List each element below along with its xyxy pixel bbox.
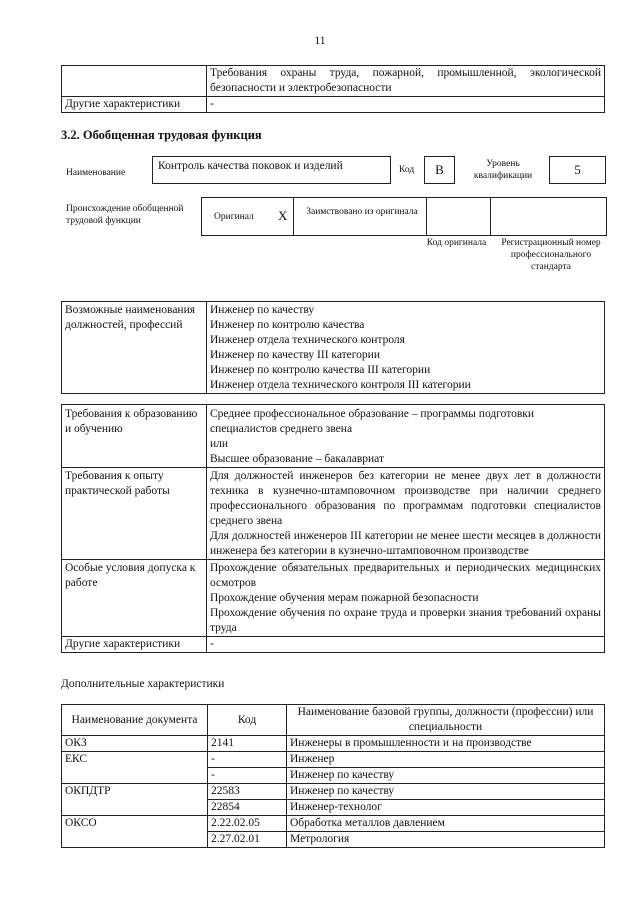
cell-name: Инженер-технолог	[287, 800, 605, 816]
list-item: Инженер по качеству III категории	[210, 349, 380, 361]
cell-name: Инженер по качеству	[287, 768, 605, 784]
table-row	[62, 97, 605, 113]
function-name-field: Контроль качества поковок и изделий	[152, 156, 391, 184]
education-value	[207, 405, 605, 468]
additional-table	[61, 704, 605, 848]
cell-name: Инженер по качеству	[287, 784, 605, 800]
table-row	[62, 752, 605, 768]
top-table-label	[62, 66, 207, 97]
other-value: -	[207, 637, 605, 653]
table-row	[62, 736, 605, 752]
original-label: Оригинал	[214, 212, 254, 222]
cell-name: Метрология	[287, 832, 605, 848]
level-field: 5	[549, 156, 606, 184]
reg-number-label: Регистрационный номер профессионального стандарта	[501, 238, 601, 272]
cell-name: Инженеры в промышленности и на производстве	[287, 736, 605, 752]
experience-label: Требования к опыту практической работы	[62, 468, 207, 560]
section-title: 3.2. Обобщенная трудовая функция	[61, 128, 262, 142]
table-row	[62, 560, 605, 637]
cell-document: ОКПДТР	[62, 784, 208, 816]
divider	[490, 197, 491, 236]
cell-document: ОКСО	[62, 816, 208, 848]
column-header-name: Наименование базовой группы, должности (профессии) или специальности	[287, 705, 605, 736]
borrowed-label: Заимствовано из оригинала	[306, 207, 418, 217]
divider	[426, 197, 427, 236]
code-label: Код	[399, 165, 415, 175]
positions-list	[207, 302, 605, 394]
cell-name: Инженер	[287, 752, 605, 768]
positions-table	[61, 301, 605, 394]
column-header-document: Наименование документа	[62, 705, 208, 736]
list-item: или	[210, 438, 229, 450]
list-item: Прохождение обучения мерам пожарной безопасности	[210, 592, 479, 604]
cell-document: ОКЗ	[62, 736, 208, 752]
other-label: Другие характеристики	[62, 637, 207, 653]
code-field: B	[424, 156, 455, 184]
list-item: Среднее профессиональное образование – программы подготовки специалистов среднего звена	[210, 408, 535, 435]
additional-title: Дополнительные характеристики	[61, 678, 225, 690]
origin-label: Происхождение обобщенной трудовой функции	[66, 204, 184, 226]
cell-code: 22583	[208, 784, 287, 800]
cell-code: 2141	[208, 736, 287, 752]
requirements-table	[61, 404, 605, 653]
top-table-label: Другие характеристики	[62, 97, 207, 113]
page-number: 11	[314, 35, 326, 47]
table-row	[62, 637, 605, 653]
list-item: Инженер отдела технического контроля	[210, 334, 405, 346]
name-label: Наименование	[66, 168, 126, 178]
cell-code: 22854	[208, 800, 287, 816]
experience-value	[207, 468, 605, 560]
top-table-value: -	[207, 97, 605, 113]
conditions-value	[207, 560, 605, 637]
list-item: Высшее образование – бакалавриат	[210, 453, 384, 465]
list-item: Прохождение обучения по охране труда и проверки знания требований охраны труда	[210, 607, 601, 634]
table-row	[62, 816, 605, 832]
list-item: Для должностей инженеров III категории не менее шести месяцев в должности инженера без категории в кузнечно-штамповочном производстве	[210, 530, 601, 557]
table-row	[62, 705, 605, 736]
top-table	[61, 65, 605, 113]
cell-code: 2.22.02.05	[208, 816, 287, 832]
table-row	[62, 468, 605, 560]
level-label: Уровень квалификации	[473, 159, 533, 181]
positions-label: Возможные наименования должностей, профессий	[62, 302, 207, 394]
conditions-label: Особые условия допуска к работе	[62, 560, 207, 637]
list-item: Прохождение обязательных предварительных и периодических медицинских осмотров	[210, 562, 601, 589]
original-mark: X	[278, 208, 288, 223]
top-table-value: Требования охраны труда, пожарной, промышленной, экологической безопасности и электробезопасности	[207, 66, 605, 97]
cell-code: 2.27.02.01	[208, 832, 287, 848]
cell-document: ЕКС	[62, 752, 208, 784]
divider	[293, 197, 294, 236]
cell-code: -	[208, 768, 287, 784]
list-item: Инженер по контролю качества	[210, 319, 365, 331]
cell-name: Обработка металлов давлением	[287, 816, 605, 832]
origin-box	[201, 197, 607, 236]
column-header-code: Код	[208, 705, 287, 736]
cell-code: -	[208, 752, 287, 768]
code-original-label: Код оригинала	[426, 238, 487, 248]
table-row	[62, 302, 605, 394]
list-item: Инженер отдела технического контроля III категории	[210, 379, 471, 391]
list-item: Для должностей инженеров без категории не менее двух лет в должности техника в кузнечно-штамповочном производстве при наличии среднего профессионального образования по программам подготовки специалистов среднего звена	[210, 470, 601, 527]
table-row	[62, 66, 605, 97]
table-row	[62, 405, 605, 468]
table-row	[62, 784, 605, 800]
list-item: Инженер по качеству	[210, 304, 315, 316]
education-label: Требования к образованию и обучению	[62, 405, 207, 468]
list-item: Инженер по контролю качества III категории	[210, 364, 431, 376]
